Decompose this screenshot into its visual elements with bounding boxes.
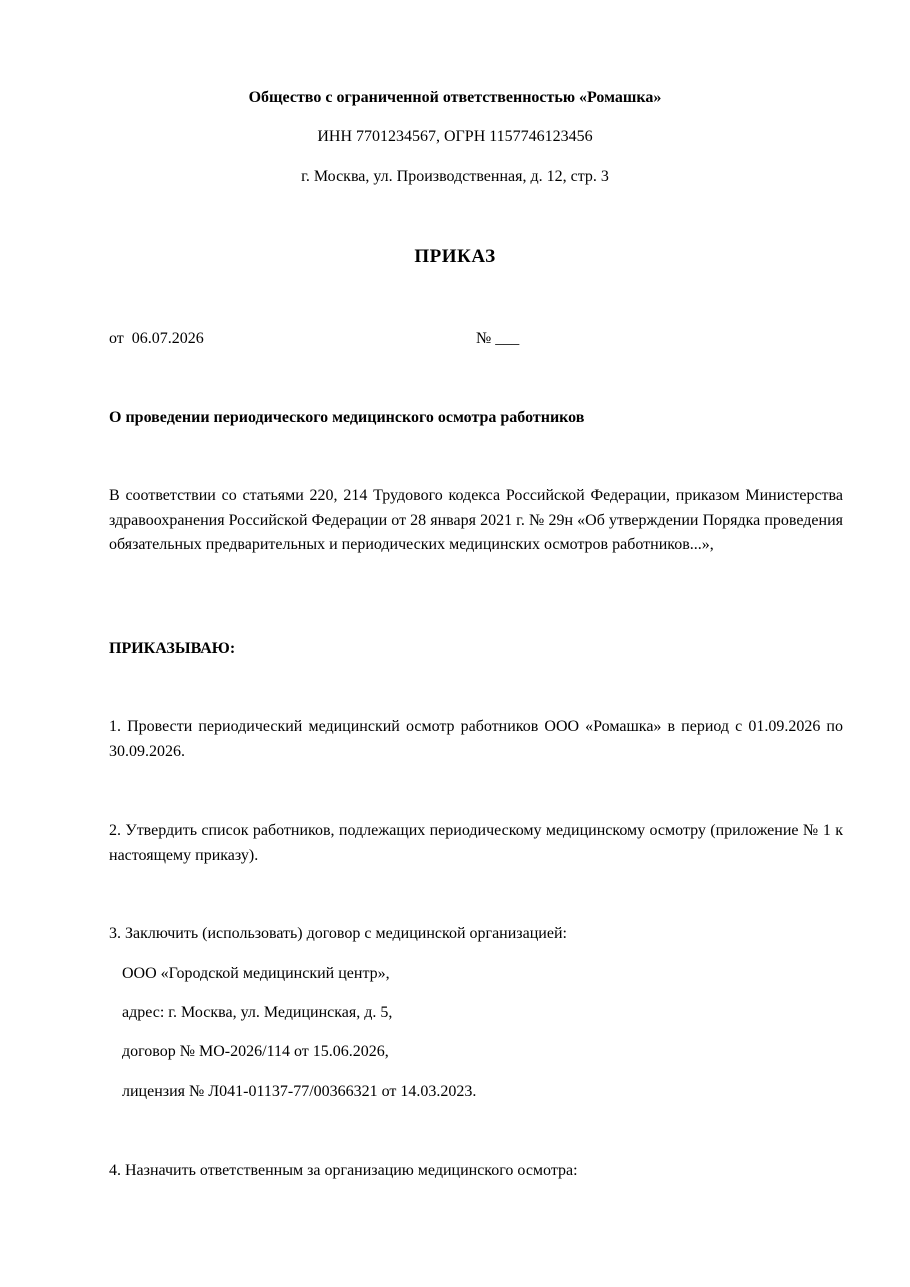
- preamble-paragraph: В соответствии со статьями 220, 214 Трудового кодекса Российской Федерации, приказом Министерства здравоохранения Российской Федерации от 28 января 2021 г. № 29н «Об утверждении Порядка проведения обязательных предварительных и периодических медицинских осмотров работников...»,: [109, 487, 843, 553]
- item-3-license: лицензия № Л041-01137-77/00366321 от 14.03.2023.: [122, 1083, 477, 1100]
- item-1: 1. Провести периодический медицинский осмотр работников ООО «Ромашка» в период с 01.09.2026 по 30.09.2026.: [109, 718, 843, 760]
- item-4: 4. Назначить ответственным за организацию медицинского осмотра:: [109, 1162, 578, 1179]
- item-3-contract: договор № МО-2026/114 от 15.06.2026,: [122, 1043, 389, 1060]
- org-address: г. Москва, ул. Производственная, д. 12, стр. 3: [301, 168, 609, 185]
- command-heading: ПРИКАЗЫВАЮ:: [109, 640, 236, 657]
- order-date-value: 06.07.2026: [131, 330, 204, 347]
- item-3: 3. Заключить (использовать) договор с медицинской организацией:: [109, 925, 567, 942]
- item-2: 2. Утвердить список работников, подлежащих периодическому медицинскому осмотру (приложение № 1 к настоящему приказу).: [109, 822, 843, 864]
- org-name: Общество с ограниченной ответственностью «Ромашка»: [248, 89, 662, 106]
- order-date: [109, 327, 204, 351]
- item-3-organization: ООО «Городской медицинский центр»,: [122, 965, 390, 982]
- order-subject: О проведении периодического медицинского осмотра работников: [109, 409, 585, 426]
- order-number: № ___: [476, 330, 520, 347]
- item-3-address: адрес: г. Москва, ул. Медицинская, д. 5,: [122, 1004, 393, 1021]
- order-date-prefix: от: [109, 330, 124, 347]
- org-requisites: ИНН 7701234567, ОГРН 1157746123456: [317, 128, 593, 145]
- document-title: ПРИКАЗ: [414, 246, 496, 267]
